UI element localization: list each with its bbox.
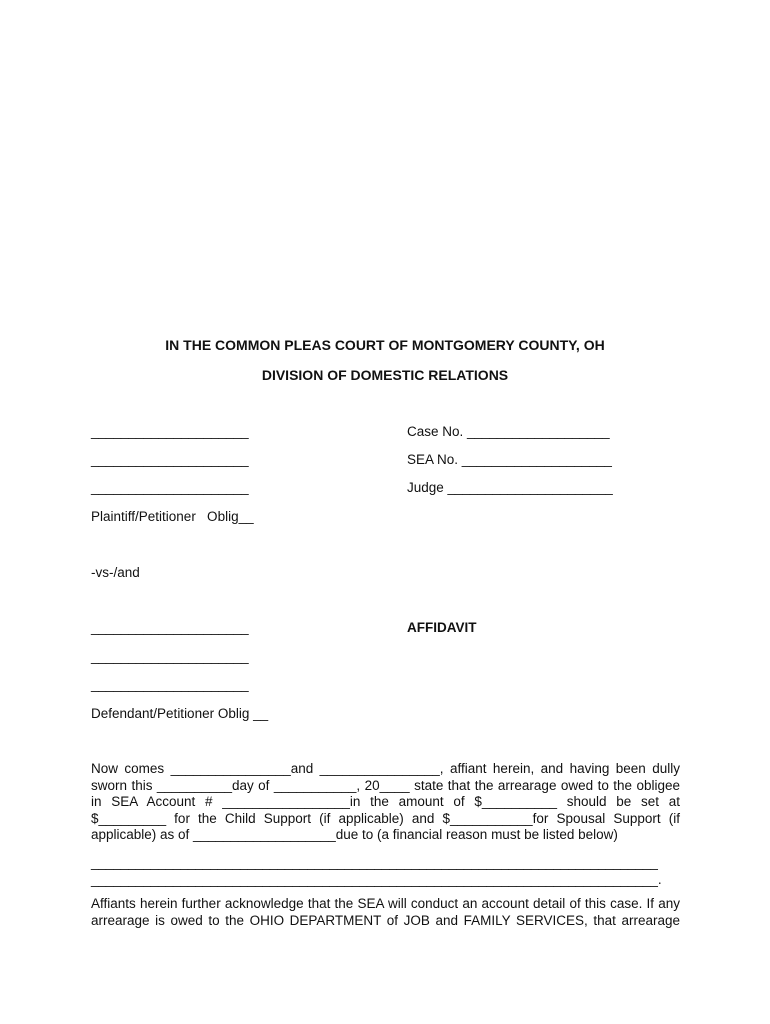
case-number-field[interactable]: Case No. ___________________ xyxy=(407,424,610,439)
defendant-name-line-1[interactable]: _____________________ xyxy=(91,620,249,635)
versus-label: -vs-/and xyxy=(91,565,140,580)
court-title: IN THE COMMON PLEAS COURT OF MONTGOMERY COUNTY, OH xyxy=(165,337,605,353)
statement-line: Now comes ________________and ________________, affiant herein, and having been dully xyxy=(91,761,680,776)
statement-line: $_________ for the Child Support (if applicable) and $___________for Spousal Support (if xyxy=(91,810,680,826)
defendant-name-line-2[interactable]: _____________________ xyxy=(91,649,249,664)
statement-line: sworn this __________day of ___________, 20____ state that the arrearage owed to the obligee xyxy=(91,777,680,793)
statement-line: in SEA Account # _________________in the amount of $__________ should be set at xyxy=(91,794,680,809)
plaintiff-label: Plaintiff/Petitioner Oblig__ xyxy=(91,509,254,524)
sea-number-field[interactable]: SEA No. ____________________ xyxy=(407,452,612,467)
financial-reason-line-1[interactable]: ____________________________________________________________________________ xyxy=(91,855,658,870)
affidavit-statement-paragraph xyxy=(91,761,680,844)
financial-reason-line-2[interactable]: ____________________________________________________________________________. xyxy=(91,872,662,887)
division-title: DIVISION OF DOMESTIC RELATIONS xyxy=(261,367,509,383)
affidavit-title: AFFIDAVIT xyxy=(407,620,477,635)
defendant-name-line-3[interactable]: _____________________ xyxy=(91,677,249,692)
plaintiff-name-line-1[interactable]: _____________________ xyxy=(91,424,249,439)
statement-line: applicable) as of ___________________due to (a financial reason must be listed below) xyxy=(91,827,618,842)
acknowledgement-line: arrearage is owed to the OHIO DEPARTMENT of JOB and FAMILY SERVICES, that arrearage xyxy=(91,912,680,928)
plaintiff-name-line-2[interactable]: _____________________ xyxy=(91,452,249,467)
acknowledgement-line: Affiants herein further acknowledge that the SEA will conduct an account detail of this case. If any xyxy=(91,896,680,911)
plaintiff-name-line-3[interactable]: _____________________ xyxy=(91,480,249,495)
defendant-label: Defendant/Petitioner Oblig __ xyxy=(91,706,269,721)
judge-field[interactable]: Judge ______________________ xyxy=(407,480,613,495)
acknowledgement-paragraph xyxy=(91,896,680,929)
